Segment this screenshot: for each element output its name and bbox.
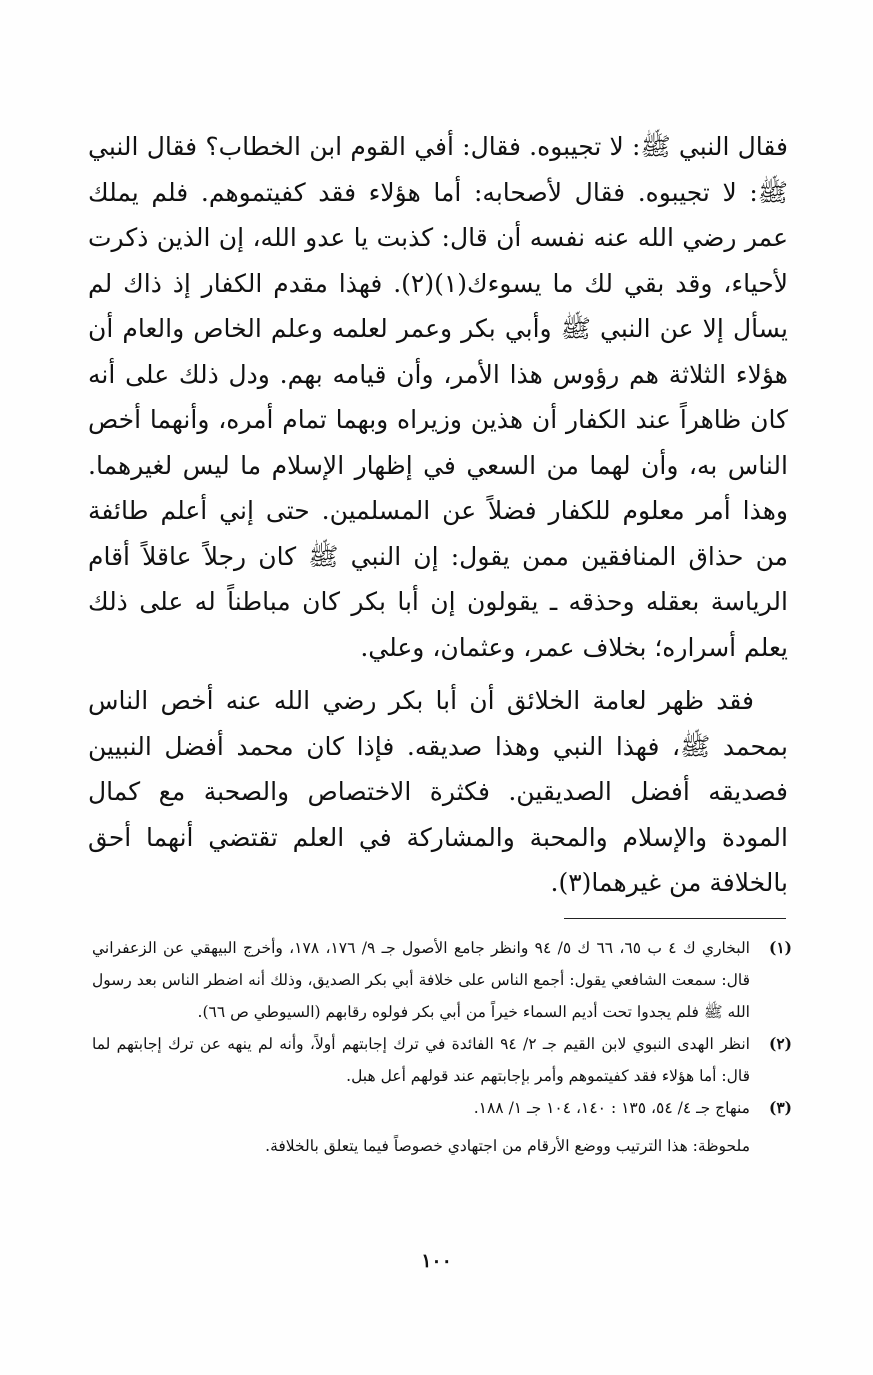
footnote-number: (١) — [768, 938, 792, 957]
footnote-1 — [92, 932, 792, 1028]
footnote-text: انظر الهدى النبوي لابن القيم جـ ٢/ ٩٤ الفائدة في ترك إجابتهم أولاً، وأنه لم ينهه عن ترك إجابتهم لما قال: أما هؤلاء فقد كفيتموهم وأمر بإجابتهم عند قولهم أعل هبل. — [92, 1035, 750, 1085]
footnote-number: (٣) — [768, 1098, 792, 1117]
footnotes — [92, 932, 792, 1162]
footnote-separator — [564, 918, 786, 919]
body-paragraph-1: فقال النبي ﷺ: لا تجيبوه. فقال: أفي القوم ابن الخطاب؟ فقال النبي ﷺ: لا تجيبوه. فقال لأصحابه: أما هؤلاء فقد كفيتموهم. فلم يملك عمر رضي الله عنه نفسه أن قال: كذبت يا عدو الله، إن الذين ذكرت لأحياء، وقد بقي لك ما يسوءك(١)(٢). فهذا مقدم الكفار إذ ذاك لم يسأل إلا عن النبي ﷺ وأبي بكر وعمر لعلمه وعلم الخاص والعام أن هؤلاء الثلاثة هم رؤوس هذا الأمر، وأن قيامه بهم. ودل ذلك على أنه كان ظاهراً عند الكفار أن هذين وزيراه وبهما تمام أمره، وأنهما أخص الناس به، وأن لهما من السعي في إظهار الإسلام ما ليس لغيرهما. وهذا أمر معلوم للكفار فضلاً عن المسلمين. حتى إني أعلم طائفة من حذاق المنافقين ممن يقول: إن النبي ﷺ كان رجلاً عاقلاً أقام الرياسة بعقله وحذقه ـ يقولون إن أبا بكر كان مباطناً له على ذلك يعلم أسراره؛ بخلاف عمر، وعثمان، وعلي. — [88, 132, 788, 662]
footnote-3 — [92, 1092, 792, 1124]
footnote-text: البخاري ك ٤ ب ٦٥، ٦٦ ك ٥/ ٩٤ وانظر جامع الأصول جـ ٩/ ١٧٦، ١٧٨، وأخرج البيهقي عن الزعفراني قال: سمعت الشافعي يقول: أجمع الناس على خلافة أبي بكر الصديق، وذلك أنه اضطر الناس بعد رسول الله ﷺ فلم يجدوا تحت أديم السماء خيراً من أبي بكر فولوه رقابهم (السيوطي ص ٦٦). — [92, 939, 750, 1021]
footnote-2 — [92, 1028, 792, 1092]
footnote-text: منهاج جـ ٤/ ٥٤، ١٣٥ : ١٤٠، ١٠٤ جـ ١/ ١٨٨. — [473, 1099, 750, 1117]
author-note: ملحوظة: هذا الترتيب ووضع الأرقام من اجتهادي خصوصاً فيما يتعلق بالخلافة. — [265, 1137, 750, 1155]
body-paragraph-2: فقد ظهر لعامة الخلائق أن أبا بكر رضي الله عنه أخص الناس بمحمد ﷺ، فهذا النبي وهذا صديقه. فإذا كان محمد أفضل النبيين فصديقه أفضل الصديقين. فكثرة الاختصاص والصحبة مع كمال المودة والإسلام والمحبة والمشاركة في العلم تقتضي أنهما أحق بالخلافة من غيرهما(٣). — [88, 686, 788, 897]
page-number: ١٠٠ — [421, 1250, 452, 1272]
footnote-number: (٢) — [768, 1034, 792, 1053]
main-text — [88, 124, 788, 906]
